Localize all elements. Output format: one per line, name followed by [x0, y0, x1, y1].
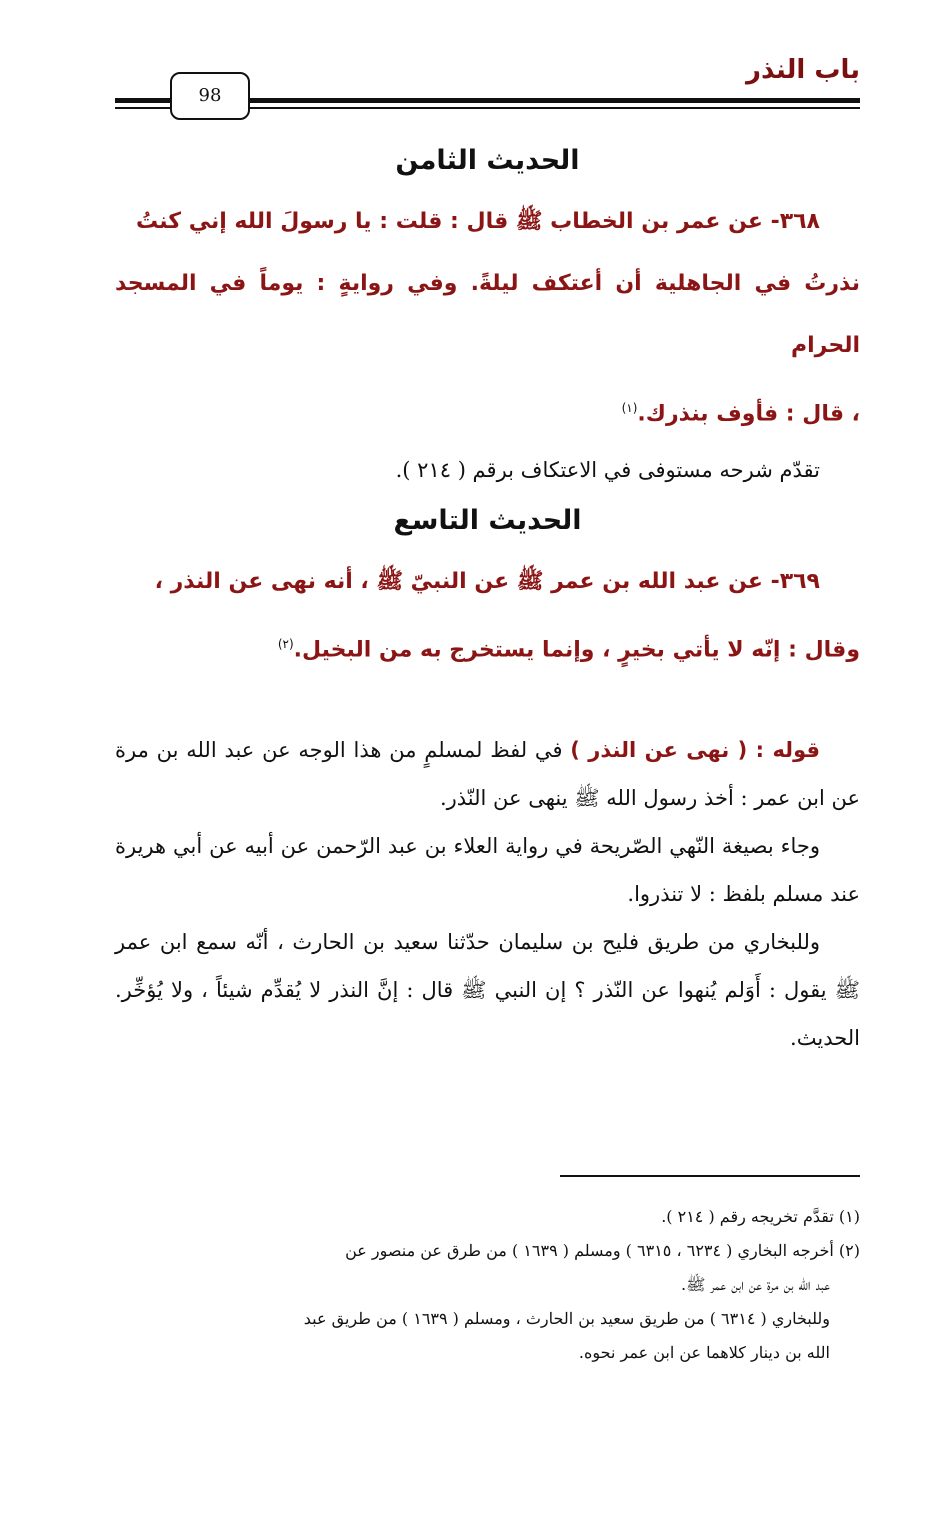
commentary-lead: قوله : ( نهى عن النذر ) [570, 737, 820, 762]
footnote-ref: (٢) [277, 637, 294, 652]
cross-reference-note: تقدّم شرحه مستوفى في الاعتكاف برقم ( ٢١٤ ). [395, 458, 820, 483]
footnote-2-cont: عبد الله بن مرة عن ابن عمر ﷺ. [681, 1275, 830, 1294]
commentary-text: وجاء بصيغة النّهي الصّريحة في رواية العلاء بن عبد الرّحمن عن أبيه عن أبي هريرة عند مسلم بلفظ : لا تنذروا. [115, 833, 860, 906]
hadith-369 [115, 551, 860, 681]
section-heading-8: الحديث الثامن [395, 145, 580, 176]
commentary-paragraph [115, 822, 860, 918]
commentary-text: في لفظ لمسلمٍ من هذا الوجه عن عبد الله بن مرة عن ابن عمر : أخذ رسول الله ﷺ ينهى عن النّذر. [115, 737, 860, 810]
commentary-text: وللبخاري من طريق فليح بن سليمان حدّثنا سعيد بن الحارث ، أنّه سمع ابن عمر ﷺ يقول : أَوَلم يُنهوا عن النّذر ؟ إن النبي ﷺ قال : إنَّ النذر لا يُقدِّم شيئاً ، ولا يُؤخِّر. الحديث. [115, 929, 860, 1050]
hadith-line [115, 613, 860, 681]
footnotes [115, 1200, 860, 1370]
hadith-line: ٣٦٩- عن عبد الله بن عمر ﷺ عن النبيّ ﷺ ، أنه نهى عن النذر ، [154, 569, 820, 595]
page-number: 98 [170, 72, 250, 120]
main-content [115, 135, 860, 1062]
hadith-line-text: ، قال : فأوف بنذرك. [637, 401, 860, 427]
footnote-1: (١) تقدَّم تخريجه رقم ( ٢١٤ ). [661, 1207, 860, 1226]
spacer [115, 682, 860, 726]
commentary-paragraph [115, 918, 860, 1062]
page-header [0, 0, 945, 130]
hadith-line-text: وقال : إنّه لا يأتي بخيرٍ ، وإنما يستخرج به من البخيل. [293, 637, 860, 663]
hadith-line [115, 377, 860, 445]
footnote-2: (٢) أخرجه البخاري ( ٦٢٣٤ ، ٦٣١٥ ) ومسلم ( ١٦٣٩ ) من طرق عن منصور عن [345, 1241, 860, 1260]
section-heading-9: الحديث التاسع [393, 505, 582, 537]
hadith-line: نذرتُ في الجاهلية أن أعتكف ليلةً. وفي روايةٍ : يوماً في المسجد الحرام [115, 271, 860, 358]
hadith-368 [115, 191, 860, 445]
hadith-line: ٣٦٨- عن عمر بن الخطاب ﷺ قال : قلت : يا رسولَ الله إني كنتُ [135, 209, 820, 234]
footnote-2b-cont: الله بن دينار كلاهما عن ابن عمر نحوه. [578, 1343, 830, 1362]
footnote-separator [560, 1175, 860, 1177]
footnote-2b: وللبخاري ( ٦٣١٤ ) من طريق سعيد بن الحارث ، ومسلم ( ١٦٣٩ ) من طريق عبد [303, 1309, 830, 1328]
footnote-ref: (١) [621, 401, 638, 415]
chapter-title: باب النذر [746, 55, 860, 85]
commentary-paragraph [115, 726, 860, 822]
